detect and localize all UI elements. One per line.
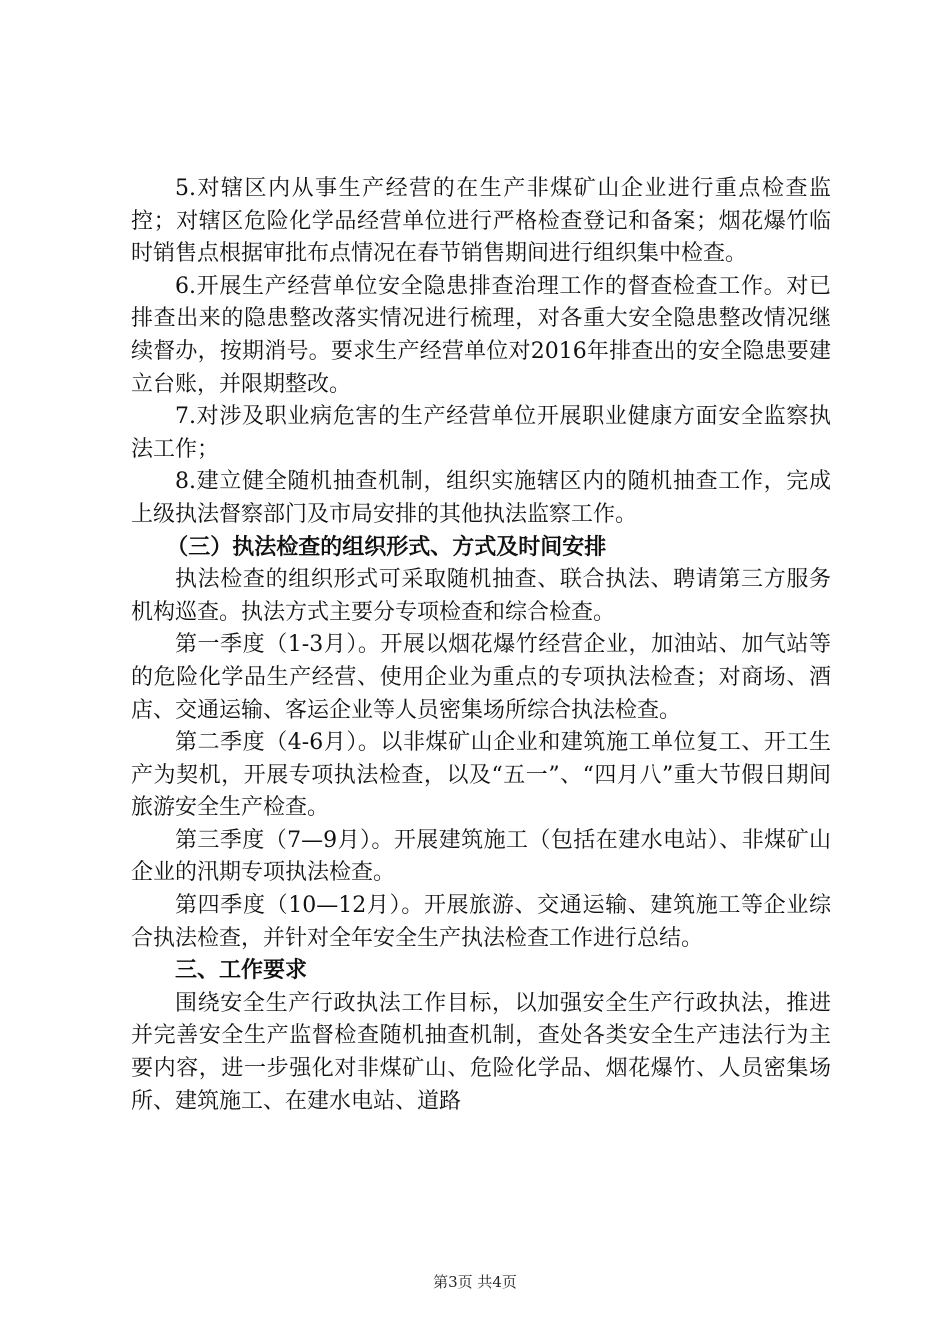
section-heading-requirements: 三、工作要求 <box>175 958 308 984</box>
document-body <box>131 173 831 1118</box>
section-heading-inspection-schedule: （三）执法检查的组织形式、方式及时间安排 <box>166 534 607 560</box>
paragraph-inspection-form: 执法检查的组织形式可采取随机抽查、联合执法、聘请第三方服务机构巡查。执法方式主要分专项检查和综合检查。 <box>131 567 831 625</box>
paragraph-requirements: 围绕安全生产行政执法工作目标，以加强安全生产行政执法，推进并完善安全生产监督检查随机抽查机制，查处各类安全生产违法行为主要内容，进一步强化对非煤矿山、危险化学品、烟花爆竹、人员密集场所、建筑施工、在建水电站、道路 <box>131 990 831 1114</box>
paragraph-quarter-4: 第四季度（10—12月）。开展旅游、交通运输、建筑施工等企业综合执法检查，并针对全年安全生产执法检查工作进行总结。 <box>131 893 831 951</box>
paragraph-quarter-2: 第二季度（4-6月）。以非煤矿山企业和建筑施工单位复工、开工生产为契机，开展专项执法检查，以及“五一”、“四月八”重大节假日期间旅游安全生产检查。 <box>131 730 831 821</box>
paragraph-item-8: 8.建立健全随机抽查机制，组织实施辖区内的随机抽查工作，完成上级执法督察部门及市局安排的其他执法监察工作。 <box>131 469 831 527</box>
paragraph-quarter-3: 第三季度（7—9月）。开展建筑施工（包括在建水电站）、非煤矿山企业的汛期专项执法检查。 <box>131 827 831 886</box>
paragraph-item-7: 7.对涉及职业病危害的生产经营单位开展职业健康方面安全监察执法工作； <box>131 404 831 462</box>
page-number-footer: 第3页 共4页 <box>433 1273 517 1291</box>
paragraph-item-5: 5.对辖区内从事生产经营的在生产非煤矿山企业进行重点检查监控；对辖区危险化学品经营单位进行严格检查登记和备案；烟花爆竹临时销售点根据审批布点情况在春节销售期间进行组织集中检查。 <box>131 176 831 267</box>
paragraph-item-6: 6.开展生产经营单位安全隐患排查治理工作的督查检查工作。对已排查出来的隐患整改落实情况进行梳理，对各重大安全隐患整改情况继续督办，按期消号。要求生产经营单位对2016年排查出的安全隐患要建立台账，并限期整改。 <box>131 273 831 397</box>
paragraph-quarter-1: 第一季度（1-3月）。开展以烟花爆竹经营企业，加油站、加气站等的危险化学品生产经营、使用企业为重点的专项执法检查；对商场、酒店、交通运输、客运企业等人员密集场所综合执法检查。 <box>131 632 831 723</box>
